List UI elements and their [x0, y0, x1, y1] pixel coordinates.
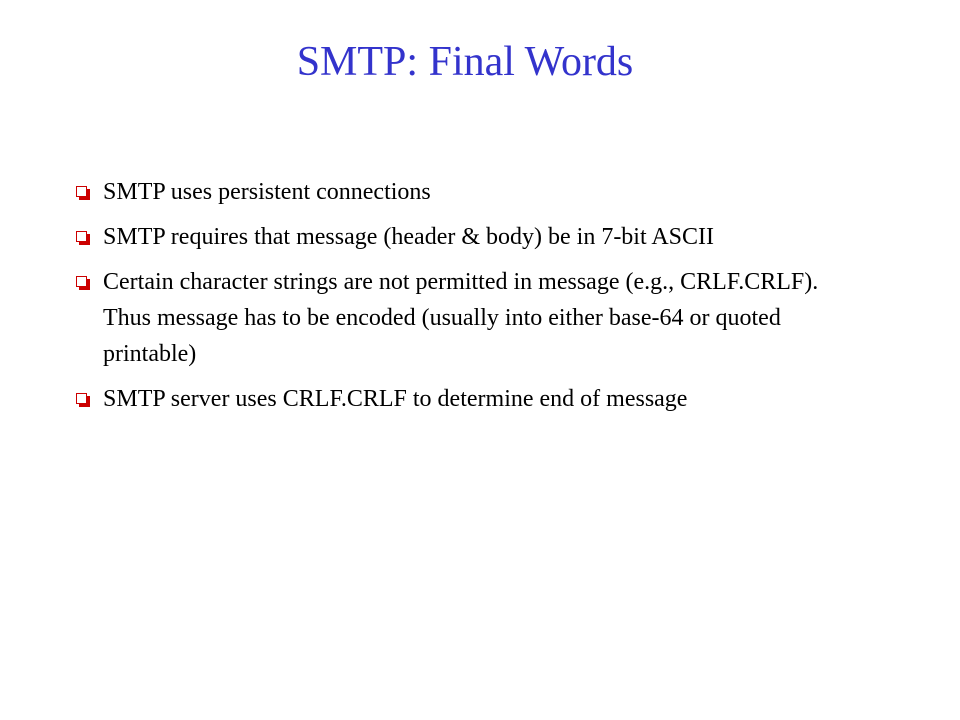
- bullet-text: SMTP uses persistent connections: [103, 179, 431, 205]
- bullet-list: [76, 174, 866, 426]
- bullet-text: Certain character strings are not permitted in message (e.g., CRLF.CRLF). Thus message has to be encoded (usually into either base-64 or quoted printable): [103, 269, 819, 367]
- bullet-item: [76, 174, 866, 210]
- bullet-item: [76, 219, 866, 255]
- bullet-item: [76, 381, 866, 417]
- slide-title: SMTP: Final Words: [296, 39, 634, 85]
- bullet-text: SMTP requires that message (header & body) be in 7-bit ASCII: [103, 224, 714, 250]
- checkbox-bullet-icon: [76, 231, 87, 242]
- checkbox-bullet-icon: [76, 186, 87, 197]
- bullet-item: [76, 264, 866, 372]
- bullet-text: SMTP server uses CRLF.CRLF to determine end of message: [103, 386, 688, 412]
- checkbox-bullet-icon: [76, 393, 87, 404]
- checkbox-bullet-icon: [76, 276, 87, 287]
